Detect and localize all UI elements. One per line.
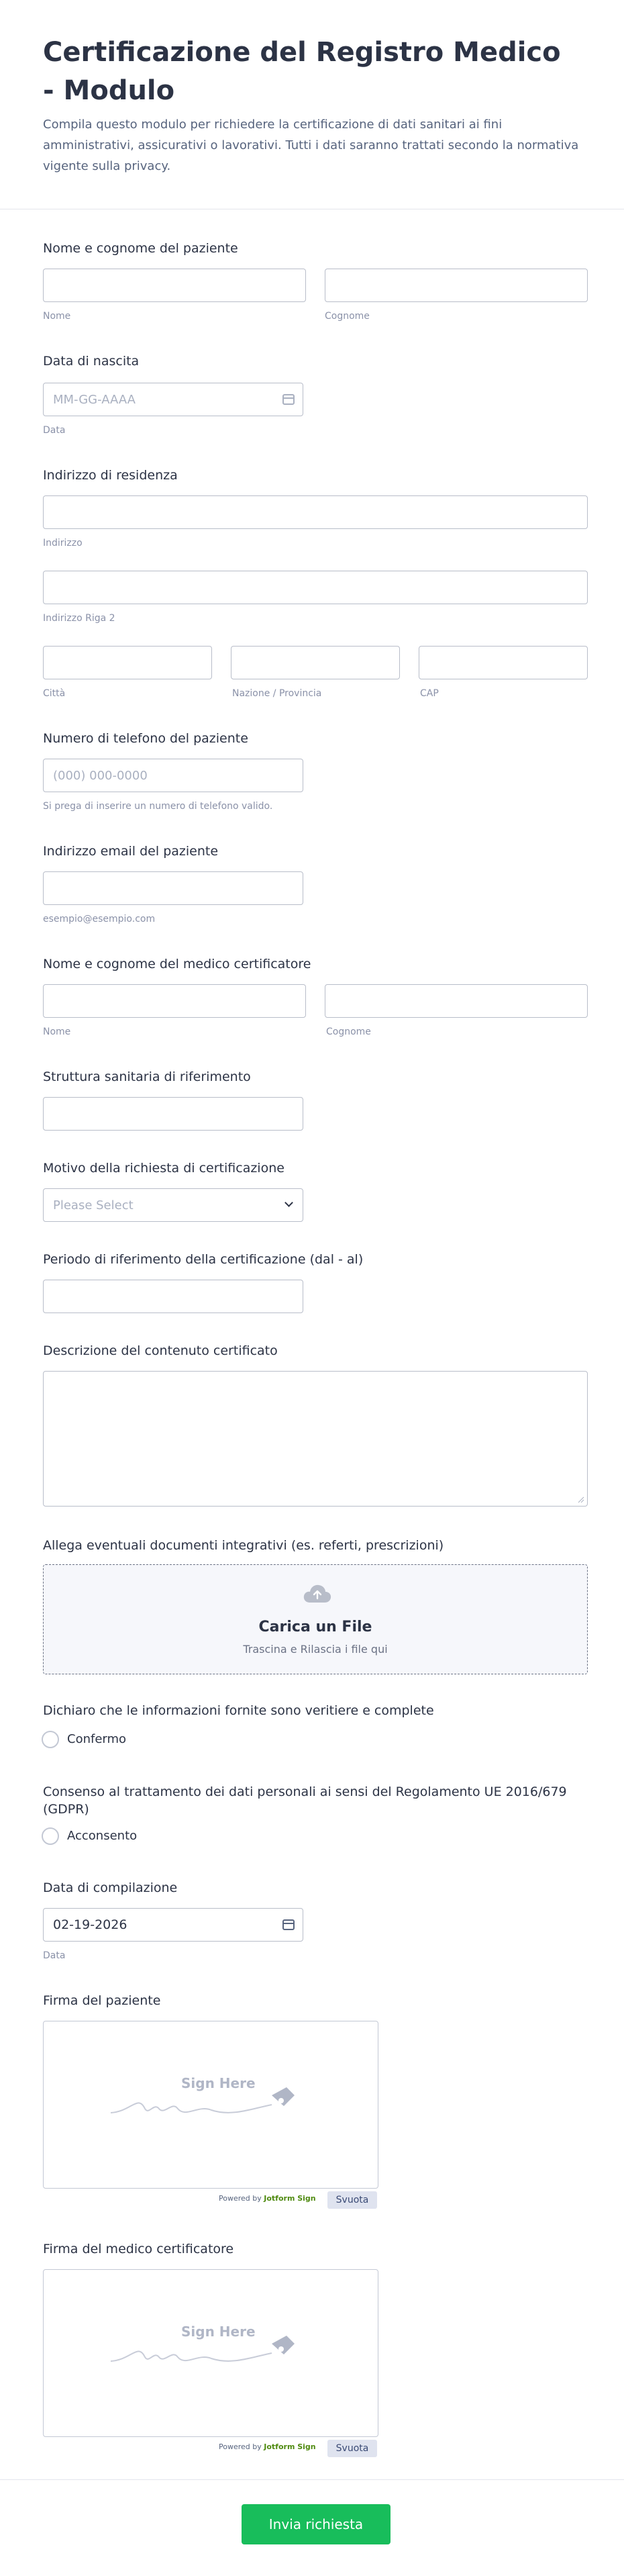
upload-subtitle: Trascina e Rilascia i file qui [243, 1643, 388, 1656]
description-label: Descrizione del contenuto certificato [43, 1343, 278, 1358]
fill-date-input[interactable] [43, 1908, 303, 1942]
patient-last-name-sub: Cognome [325, 311, 370, 322]
consent-label: Consenso al trattamento dei dati personali ai sensi del Regolamento UE 2016/679 (GDPR) [43, 1784, 567, 1817]
phone-input[interactable] [43, 759, 303, 792]
patient-first-name-sub: Nome [43, 311, 71, 322]
submit-button[interactable]: Invia richiesta [242, 2504, 391, 2544]
powered-by-text [219, 2194, 316, 2203]
email-input[interactable] [43, 871, 303, 905]
address-city-sub: Città [43, 688, 66, 699]
form-footer [0, 2479, 624, 2576]
clear-signature-button[interactable]: Svuota [327, 2191, 377, 2209]
doctor-name-label: Nome e cognome del medico certificatore [43, 957, 311, 971]
truth-option-label: Confermo [67, 1732, 127, 1746]
form-header [0, 0, 624, 209]
consent-radio[interactable] [42, 1827, 59, 1845]
doctor-signature-pad[interactable] [43, 2269, 378, 2437]
doctor-first-name-input[interactable] [43, 984, 306, 1018]
period-input[interactable] [43, 1280, 303, 1313]
truth-radio[interactable] [42, 1731, 59, 1748]
calendar-icon[interactable] [282, 394, 295, 405]
period-label: Periodo di riferimento della certificazione (dal - al) [43, 1252, 364, 1267]
birth-date-placeholder: MM-GG-AAAA [53, 393, 136, 407]
file-upload-dropzone[interactable] [43, 1564, 588, 1674]
attachments-label: Allega eventuali documenti integrativi (es. referti, prescrizioni) [43, 1538, 444, 1553]
truth-label: Dichiaro che le informazioni fornite sono veritiere e complete [43, 1703, 434, 1718]
reason-select[interactable] [43, 1188, 303, 1222]
signature-placeholder: Sign Here [181, 2324, 256, 2340]
patient-name-label: Nome e cognome del paziente [43, 241, 238, 256]
address-state-input[interactable] [231, 646, 400, 679]
address-line2-input[interactable] [43, 571, 588, 604]
phone-label: Numero di telefono del paziente [43, 731, 248, 746]
patient-first-name-input[interactable] [43, 269, 306, 302]
address-line1-input[interactable] [43, 495, 588, 529]
address-zip-input[interactable] [419, 646, 588, 679]
facility-label: Struttura sanitaria di riferimento [43, 1069, 251, 1084]
birth-date-label: Data di nascita [43, 354, 140, 369]
reason-label: Motivo della richiesta di certificazione [43, 1161, 284, 1176]
signature-placeholder: Sign Here [181, 2075, 256, 2091]
resize-handle-icon[interactable] [578, 1496, 584, 1503]
powered-by-text [219, 2442, 316, 2451]
powered-by-label: Powered by [219, 2442, 262, 2451]
clear-signature-button[interactable]: Svuota [327, 2440, 377, 2457]
address-zip-sub: CAP [420, 688, 439, 699]
doctor-signature-label: Firma del medico certificatore [43, 2242, 234, 2256]
address-state-sub: Nazione / Provincia [232, 688, 322, 699]
cloud-upload-icon [303, 1584, 332, 1604]
calendar-icon[interactable] [282, 1919, 295, 1930]
description-textarea[interactable] [43, 1371, 588, 1507]
powered-by-label: Powered by [219, 2194, 262, 2203]
phone-sub: Si prega di inserire un numero di telefono valido. [43, 801, 273, 812]
page-title: Certificazione del Registro Medico - Modulo [43, 37, 561, 106]
address-line2-sub: Indirizzo Riga 2 [43, 613, 115, 624]
patient-signature-label: Firma del paziente [43, 1993, 161, 2008]
doctor-last-name-input[interactable] [325, 984, 588, 1018]
patient-signature-pad[interactable] [43, 2021, 378, 2189]
address-line1-sub: Indirizzo [43, 538, 83, 548]
jotform-sign-brand: Jotform Sign [264, 2194, 316, 2203]
reason-placeholder: Please Select [53, 1198, 134, 1212]
email-sub: esempio@esempio.com [43, 914, 156, 924]
birth-date-input[interactable] [43, 383, 303, 416]
address-label: Indirizzo di residenza [43, 468, 178, 483]
doctor-first-name-sub: Nome [43, 1027, 71, 1037]
page-subtitle: Compila questo modulo per richiedere la certificazione di dati sanitari ai fini amministrativi, assicurativi o lavorativi. Tutti i dati saranno trattati secondo la normativa vigente sulla privacy. [43, 117, 579, 173]
upload-title: Carica un File [258, 1619, 372, 1635]
birth-date-sub: Data [43, 425, 66, 436]
doctor-last-name-sub: Cognome [326, 1027, 371, 1037]
fill-date-value: 02-19-2026 [53, 1917, 127, 1932]
fill-date-label: Data di compilazione [43, 1880, 178, 1895]
fill-date-sub: Data [43, 1950, 66, 1961]
patient-last-name-input[interactable] [325, 269, 588, 302]
consent-option-label: Acconsento [67, 1829, 138, 1843]
chevron-down-icon [284, 1198, 293, 1207]
address-city-input[interactable] [43, 646, 212, 679]
phone-placeholder: (000) 000-0000 [53, 769, 148, 783]
facility-input[interactable] [43, 1097, 303, 1131]
email-label: Indirizzo email del paziente [43, 844, 219, 859]
jotform-sign-brand: Jotform Sign [264, 2442, 316, 2451]
